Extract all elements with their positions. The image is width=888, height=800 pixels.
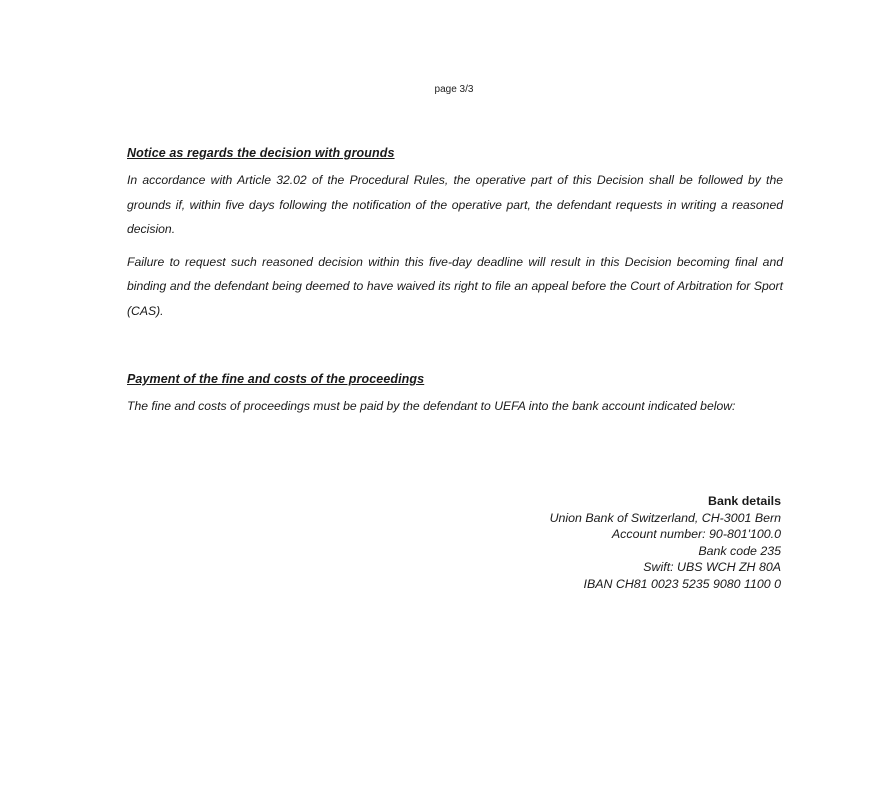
notice-section: [127, 146, 783, 331]
payment-section: [127, 372, 783, 427]
swift-code: Swift: UBS WCH ZH 80A: [643, 560, 781, 574]
bank-details: [550, 493, 781, 592]
notice-paragraph-2: Failure to request such reasoned decision within this five-day deadline will result in this Decision becoming final and binding and the defendant being deemed to have waived its right to file an appeal before the Court of Arbitration for Sport (CAS).: [127, 254, 783, 318]
notice-heading: Notice as regards the decision with grounds: [127, 146, 395, 160]
payment-heading: Payment of the fine and costs of the proceedings: [127, 372, 425, 386]
bank-code: Bank code 235: [698, 543, 781, 558]
payment-paragraph: The fine and costs of proceedings must be paid by the defendant to UEFA into the bank account indicated below:: [127, 399, 736, 413]
notice-paragraph-1: In accordance with Article 32.02 of the Procedural Rules, the operative part of this Decision shall be followed by the grounds if, within five days following the notification of the operative part, the defendant requests in writing a reasoned decision.: [127, 173, 783, 236]
iban: IBAN CH81 0023 5235 9080 1100 0: [583, 576, 781, 591]
page-number: page 3/3: [434, 84, 474, 95]
account-number: Account number: 90-801'100.0: [611, 527, 781, 541]
bank-details-title: Bank details: [708, 494, 781, 508]
bank-name: Union Bank of Switzerland, CH-3001 Bern: [549, 510, 781, 525]
